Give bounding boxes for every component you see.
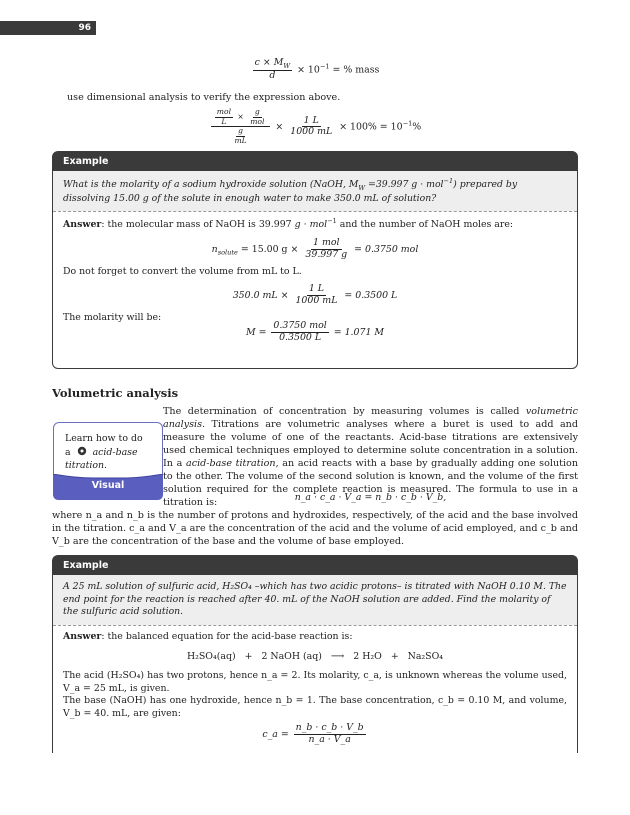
balanced-reaction: H₂SO₄(aq) + 2 NaOH (aq) ⟶ 2 H₂O + Na₂SO₄ — [186, 651, 444, 663]
volumetric-paragraph: The determination of concentration by measuring volumes is called volumetric analysis. Titrations are volumetric analyses where a buret is used to add and measure the volume of one of the reactants. Acid-base titrations are extensively used chemical techniques employed to determine solute concentration in a solution. In a acid-base titration, an acid reacts with a base by gradually adding one solution to the other. The volume of the second solution is known, and the volume of the first solution required for the complete reaction is measured. The formula to use in a titration is: — [163, 406, 578, 508]
example-question: A 25 mL solution of sulfuric acid, H₂SO₄ –which has two acidic protons– is titrated with NaOH 0.10 M. The end point for the reaction is reached after 40. mL of the NaOH solution are added. Find the molarity of the sulfuric acid solution. — [53, 575, 577, 625]
titration-formula: n_a · c_a · V_a = n_b · c_b · V_b, — [294, 492, 447, 503]
example-question: What is the molarity of a sodium hydroxide solution (NaOH, $M_W =39.997$ g · mol$^{-1}$) prepared by dissolving 15.00 g of the solute in enough water to make 350.0 mL of solution? — [53, 171, 577, 211]
visual-sidebar-card[interactable] — [53, 422, 163, 500]
example-box-titration — [52, 555, 578, 753]
equation-dimensional: $\frac{\text{mol}}{L}$ × $\frac{g}{\text{mol}}$ $\frac{g}{mL}$ × $\frac{1 L}{1000 mL}$ × $100\% = 10^{-1}\%$ — [0, 108, 630, 146]
page-number: 96 — [0, 21, 96, 35]
molarity-intro: The molarity will be: — [63, 312, 162, 324]
dimensional-analysis-text: use dimensional analysis to verify the expression above. — [67, 92, 341, 103]
equation-ca: c_a = $\frac{n\_b \cdot c\_b \cdot V\_b}{n\_a \cdot V\_a}$ — [262, 721, 364, 745]
base-line: The base (NaOH) has one hydroxide, hence n_b = 1. The base concentration, c_b = 0.10 M, and volume, V_b = 40. mL, are given: — [63, 695, 567, 720]
example-box-molarity — [52, 151, 578, 369]
example-answer: Answer: the molecular mass of NaOH is 39.997 g · mol$^{-1}$ and the number of NaOH moles are: $n_{solute} = 15.00$ g × $\frac{\text{1 mol}}{39.997 g}$ = 0.3750 mol Do not forget to convert the volume from mL to L. 350.0 mL × $\frac{1 L}{1000 mL}$ = 0.3500 L The molarity will be: M = $\frac{\text{0.3750 mol}}{0.3500 L}$ = 1.071 M — [53, 212, 577, 348]
visual-sidebar-text: Learn how to do a acid-base titration. — [65, 433, 143, 472]
equation-moles: $n_{solute} = 15.00$ g × $\frac{\text{1 mol}}{39.997 g}$ = 0.3750 mol — [211, 237, 419, 260]
section-title: Volumetric analysis — [52, 386, 179, 400]
acid-line: The acid (H₂SO₄) has two protons, hence n_a = 2. Its molarity, c_a, is unknown whereas the volume used, V_a = 25 mL, is given. — [63, 670, 567, 694]
equation-volume: 350.0 mL × $\frac{1 L}{1000 mL}$ = 0.3500 L — [232, 283, 398, 307]
bullet-icon — [77, 446, 87, 456]
example-answer: Answer: the balanced equation for the acid-base reaction is: H₂SO₄(aq) + 2 NaOH (aq) ⟶ 2 H₂O + Na₂SO₄ The acid (H₂SO₄) has two protons, hence n_a = 2. Its molarity, c_a, is unknown whereas the volume used, V_a = 25 mL, is given. The base (NaOH) has one hydroxide, hence n_b = 1. The base concentration, c_b = 0.10 M, and volume, V_b = 40. mL, are given: c_a = $\frac{n\_b \cdot c\_b \cdot V\_b}{n\_a \cdot V\_a}$ — [63, 630, 567, 745]
example-header: Example — [53, 556, 577, 575]
titration-explanation: where n_a and n_b is the number of protons and hydroxides, respectively, of the acid and the base involved in the titration. c_a and V_a are the concentration of the acid and the volume of acid employed, and c_b and V_b are the concentration of the base and the volume of base employed. — [52, 510, 579, 547]
equation-mass-percent: $\frac{c \times M_W}{d}$ × $10^{-1}$ = % mass — [254, 57, 380, 82]
example-header: Example — [53, 152, 577, 171]
convert-text: Do not forget to convert the volume from mL to L. — [63, 265, 302, 277]
equation-molarity: M = $\frac{\text{0.3750 mol}}{0.3500 L}$ = 1.071 M — [246, 319, 384, 343]
visual-tab-label: Visual — [91, 480, 125, 491]
